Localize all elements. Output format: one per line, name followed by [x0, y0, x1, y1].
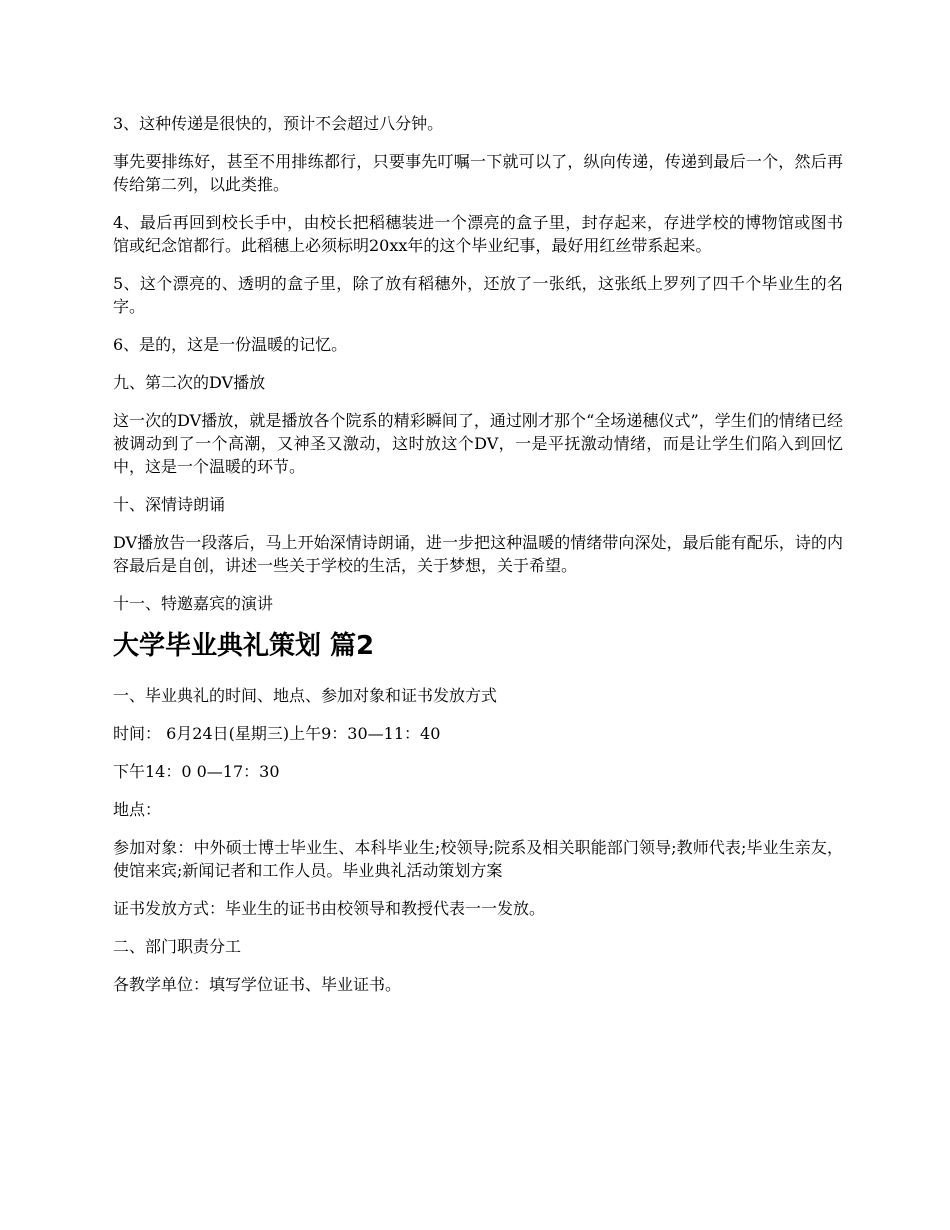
section-title: 大学毕业典礼策划 篇2: [113, 631, 375, 661]
paragraph: 6、是的，这是一份温暖的记忆。: [113, 335, 348, 354]
section-subheading: 一、毕业典礼的时间、地点、参加对象和证书发放方式: [113, 686, 498, 705]
section-subheading: 十、深情诗朗诵: [113, 495, 226, 514]
paragraph: 时间： 6月24日(星期三)上午9：30—11：40: [113, 724, 441, 743]
paragraph: 5、这个漂亮的、透明的盒子里，除了放有稻穗外，还放了一张纸，这张纸上罗列了四千个毕业生的名字。: [113, 274, 843, 316]
paragraph: 下午14：0 0—17：30: [113, 762, 280, 781]
document-page: [113, 112, 843, 1011]
section-subheading: 十一、特邀嘉宾的演讲: [113, 594, 274, 613]
paragraph: 地点：: [113, 800, 162, 819]
paragraph: 这一次的DV播放，就是播放各个院系的精彩瞬间了，通过刚才那个“全场递穗仪式”，学生们的情绪已经被调动到了一个高潮，又神圣又激动，这时放这个DV，一是平抚激动情绪，而是让学生们陷入到回忆中，这是一个温暖的环节。: [113, 411, 843, 476]
paragraph: 3、这种传递是很快的，预计不会超过八分钟。: [113, 114, 444, 133]
section-subheading: 九、第二次的DV播放: [113, 373, 266, 392]
paragraph: 4、最后再回到校长手中，由校长把稻穗装进一个漂亮的盒子里，封存起来，存进学校的博物馆或图书馆或纪念馆都行。此稻穗上必须标明20xx年的这个毕业纪事，最好用红丝带系起来。: [113, 213, 843, 255]
paragraph: 参加对象：中外硕士博士毕业生、本科毕业生;校领导;院系及相关职能部门领导;教师代表;毕业生亲友，使馆来宾;新闻记者和工作人员。毕业典礼活动策划方案: [113, 838, 843, 880]
paragraph: 事先要排练好，甚至不用排练都行，只要事先叮嘱一下就可以了，纵向传递，传递到最后一个，然后再传给第二列，以此类推。: [113, 152, 843, 194]
paragraph: 证书发放方式：毕业生的证书由校领导和教授代表一一发放。: [113, 899, 546, 918]
paragraph: DV播放告一段落后，马上开始深情诗朗诵，进一步把这种温暖的情绪带向深处，最后能有配乐，诗的内容最后是自创，讲述一些关于学校的生活，关于梦想，关于希望。: [113, 533, 843, 575]
section-subheading: 二、部门职责分工: [113, 937, 242, 956]
paragraph: 各教学单位：填写学位证书、毕业证书。: [113, 975, 402, 994]
